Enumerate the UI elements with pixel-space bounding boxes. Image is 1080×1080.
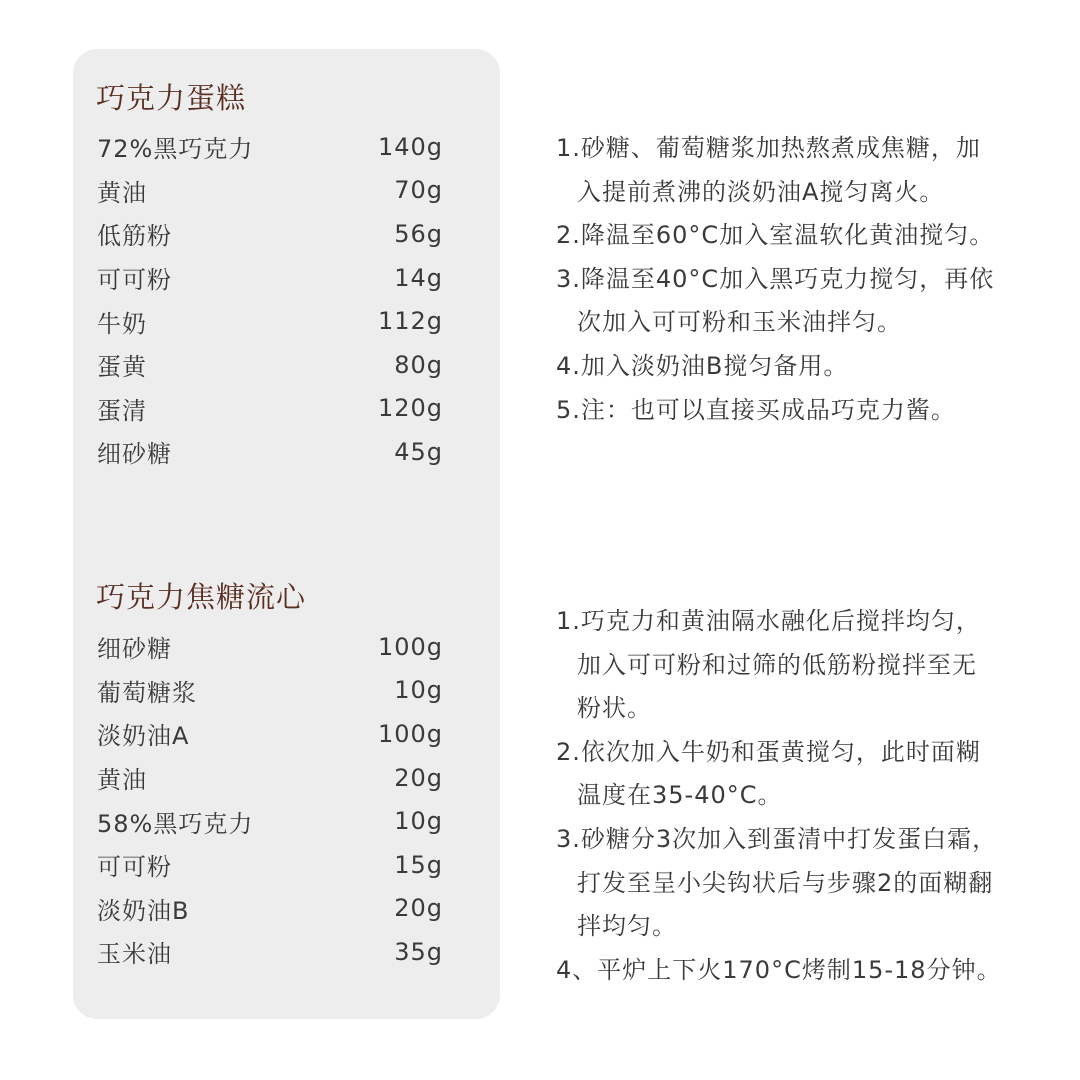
step-line: 3.降温至40°C加入黑巧克力搅匀，再依: [556, 264, 995, 293]
ingredient-amount: 45g: [394, 437, 443, 466]
ingredient-name: 72%黑巧克力: [97, 135, 254, 164]
ingredient-name: 可可粉: [97, 266, 172, 295]
ingredient-amount: 20g: [394, 763, 443, 792]
ingredient-amount: 80g: [394, 350, 443, 379]
ingredient-row: [97, 843, 443, 887]
step-line: 加入可可粉和过筛的低筋粉搅拌至无: [577, 650, 977, 679]
ingredient-row: [97, 343, 443, 387]
ingredient-name: 葡萄糖浆: [97, 678, 197, 707]
step-line: 粉状。: [577, 694, 652, 723]
step-item: [556, 949, 1056, 993]
ingredient-name: 低筋粉: [97, 222, 172, 251]
ingredient-row: [97, 625, 443, 669]
ingredient-row: [97, 430, 443, 474]
ingredient-row: [97, 799, 443, 843]
ingredient-name: 淡奶油A: [97, 722, 190, 751]
ingredient-name: 玉米油: [97, 940, 172, 969]
ingredient-amount: 100g: [377, 719, 443, 748]
ingredient-amount: 10g: [394, 807, 443, 836]
step-line: 2.降温至60°C加入室温软化黄油搅匀。: [556, 221, 995, 250]
ingredient-amount: 15g: [394, 850, 443, 879]
section-title-caramel-filling: 巧克力焦糖流心: [96, 580, 307, 614]
ingredient-name: 牛奶: [97, 309, 147, 338]
section-title-chocolate-cake: 巧克力蛋糕: [96, 81, 247, 115]
steps-list-filling: [556, 600, 1056, 992]
step-line: 5.注：也可以直接买成品巧克力酱。: [556, 395, 956, 424]
ingredient-row: [97, 756, 443, 800]
step-line: 1.巧克力和黄油隔水融化后搅拌均匀，: [556, 607, 981, 635]
ingredient-name: 蛋黄: [97, 353, 147, 382]
step-line: 打发至呈小尖钩状后与步骤2的面糊翻: [577, 868, 994, 897]
ingredient-name: 黄油: [97, 766, 147, 795]
ingredient-amount: 70g: [394, 176, 443, 205]
step-line: 4、平炉上下火170°C烤制15-18分钟。: [556, 955, 1002, 984]
ingredient-amount: 14g: [394, 263, 443, 292]
ingredient-name: 蛋清: [97, 396, 147, 425]
ingredient-row: [97, 169, 443, 213]
ingredient-row: [97, 387, 443, 431]
ingredient-amount: 120g: [377, 394, 443, 423]
steps-list-cake: [556, 127, 1056, 432]
step-line: 1.砂糖、葡萄糖浆加热熬煮成焦糖，加: [556, 134, 981, 162]
step-item: [556, 731, 1056, 818]
ingredient-name: 可可粉: [97, 853, 172, 882]
ingredient-name: 58%黑巧克力: [97, 809, 254, 838]
step-line: 3.砂糖分3次加入到蛋清中打发蛋白霜，: [556, 824, 998, 853]
step-item: [556, 389, 1056, 433]
ingredient-list-cake: [97, 125, 443, 474]
step-item: [556, 127, 1056, 214]
ingredient-amount: 35g: [394, 937, 443, 966]
ingredient-amount: 112g: [377, 307, 443, 336]
ingredient-row: [97, 930, 443, 974]
step-line: 次加入可可粉和玉米油拌匀。: [577, 308, 902, 337]
ingredient-row: [97, 256, 443, 300]
step-item: [556, 600, 1056, 731]
ingredient-row: [97, 669, 443, 713]
ingredient-amount: 100g: [377, 632, 443, 661]
step-line: 4.加入淡奶油B搅匀备用。: [556, 351, 849, 380]
step-item: [556, 258, 1056, 345]
step-item: [556, 345, 1056, 389]
ingredient-amount: 20g: [394, 894, 443, 923]
ingredient-row: [97, 212, 443, 256]
step-item: [556, 818, 1056, 949]
step-line: 温度在35-40°C。: [577, 781, 783, 810]
ingredient-list-filling: [97, 625, 443, 974]
ingredient-amount: 10g: [394, 676, 443, 705]
ingredient-name: 淡奶油B: [97, 896, 190, 925]
ingredient-name: 黄油: [97, 178, 147, 207]
ingredient-row: [97, 887, 443, 931]
ingredient-name: 细砂糖: [97, 635, 172, 664]
ingredient-amount: 56g: [394, 219, 443, 248]
ingredient-row: [97, 125, 443, 169]
step-item: [556, 214, 1056, 258]
ingredient-amount: 140g: [377, 132, 443, 161]
ingredient-row: [97, 712, 443, 756]
step-line: 2.依次加入牛奶和蛋黄搅匀，此时面糊: [556, 737, 981, 766]
ingredient-name: 细砂糖: [97, 440, 172, 469]
step-line: 拌均匀。: [577, 912, 677, 941]
step-line: 入提前煮沸的淡奶油A搅匀离火。: [577, 177, 945, 206]
ingredient-row: [97, 299, 443, 343]
